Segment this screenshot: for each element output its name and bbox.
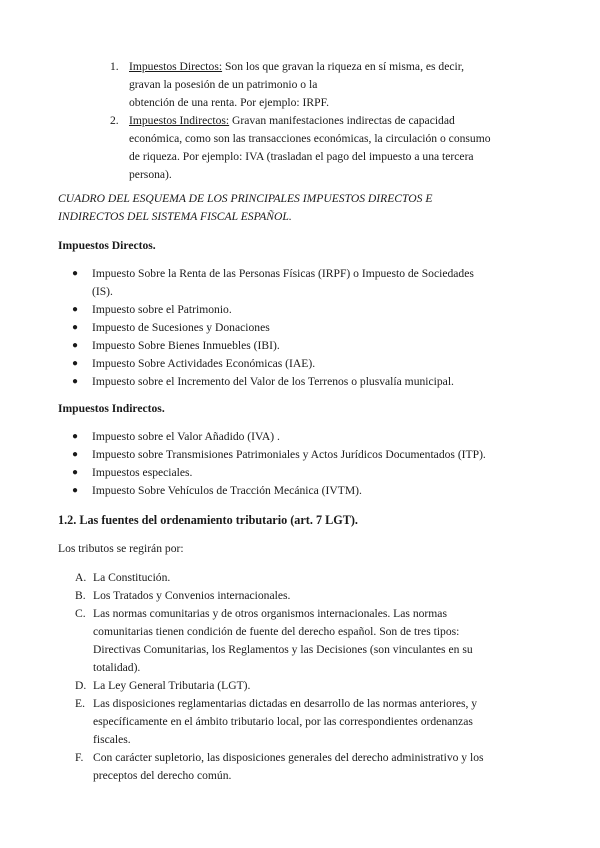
term-label: Impuestos Indirectos:: [129, 114, 230, 127]
bullet-dot-icon: ●: [72, 322, 79, 333]
indirectos-heading: Impuestos Indirectos.: [58, 402, 165, 415]
list-item: ● Impuestos especiales.: [72, 464, 552, 482]
list-item: B. Los Tratados y Convenios internacionales.: [75, 587, 545, 605]
list-item: ● Impuesto sobre el Valor Añadido (IVA) .: [72, 428, 552, 446]
list-item: ● Impuesto Sobre la Renta de las Personas Físicas (IRPF) o Impuesto de Sociedades (IS).: [72, 267, 474, 298]
bullet-dot-icon: ●: [72, 376, 79, 387]
item-letter: D.: [75, 679, 87, 692]
list-item: ● Impuesto sobre el Patrimonio.: [72, 301, 552, 319]
item-number: 2.: [110, 114, 119, 127]
term-label: Impuestos Directos:: [129, 60, 223, 73]
list-item: ● Impuesto Sobre Vehículos de Tracción Mecánica (IVTM).: [72, 482, 552, 500]
item-letter: E.: [75, 697, 85, 710]
bullet-dot-icon: ●: [72, 431, 79, 442]
item-number: 1.: [110, 60, 119, 73]
item-letter: B.: [75, 589, 86, 602]
item-letter: C.: [75, 607, 86, 620]
indirectos-list: [72, 428, 552, 500]
list-item: A. La Constitución.: [75, 569, 545, 587]
section-heading: 1.2. Las fuentes del ordenamiento tributario (art. 7 LGT).: [58, 513, 358, 527]
list-item: ● Impuesto sobre Transmisiones Patrimoniales y Actos Jurídicos Documentados (ITP).: [72, 446, 552, 464]
bullet-dot-icon: ●: [72, 485, 79, 496]
list-item: C. Las normas comunitarias y de otros organismos internacionales. Las normas comunitarias tienen condición de fuente del derecho español. Son de tres tipos: Directivas Comunitarias, los Reglamentos y las Decisiones (son vinculantes en su totalidad).: [75, 607, 473, 674]
bullet-dot-icon: ●: [72, 304, 79, 315]
list-item: E. Las disposiciones reglamentarias dictadas en desarrollo de las normas anteriores, y específicamente en el ámbito tributario local, por las correspondientes ordenanzas fiscales.: [75, 697, 478, 746]
list-item: D. La Ley General Tributaria (LGT).: [75, 677, 545, 695]
list-item: ● Impuesto de Sucesiones y Donaciones: [72, 319, 552, 337]
fuentes-list: [75, 569, 545, 785]
list-item: ● Impuesto Sobre Actividades Económicas (IAE).: [72, 355, 552, 373]
list-item: F. Con carácter supletorio, las disposiciones generales del derecho administrativo y los preceptos del derecho común.: [75, 751, 484, 782]
directos-heading: Impuestos Directos.: [58, 239, 156, 252]
directos-list: [72, 265, 552, 391]
list-item: ● Impuesto sobre el Incremento del Valor de los Terrenos o plusvalía municipal.: [72, 373, 552, 391]
bullet-dot-icon: ●: [72, 268, 79, 279]
item-letter: A.: [75, 571, 87, 584]
list-item: 1. Impuestos Directos: Son los que gravan la riqueza en sí misma, es decir, gravan la posesión de un patrimonio o la obtención de una renta. Por ejemplo: IRPF.: [110, 60, 465, 109]
item-letter: F.: [75, 751, 84, 764]
intro-text: Los tributos se regirán por:: [58, 542, 184, 555]
tax-types-list: [110, 58, 530, 184]
bullet-dot-icon: ●: [72, 358, 79, 369]
list-item: ● Impuesto Sobre Bienes Inmuebles (IBI).: [72, 337, 552, 355]
bullet-dot-icon: ●: [72, 449, 79, 460]
list-item: 2. Impuestos Indirectos: Gravan manifestaciones indirectas de capacidad económica, como son las transacciones económicas, la circulación o consumo de riqueza. Por ejemplo: IVA (trasladan el pago del impuesto a una tercera persona).: [110, 114, 491, 181]
bullet-dot-icon: ●: [72, 340, 79, 351]
cuadro-title: CUADRO DEL ESQUEMA DE LOS PRINCIPALES IMPUESTOS DIRECTOS E INDIRECTOS DEL SISTEMA FISCAL ESPAÑOL.: [58, 192, 433, 223]
bullet-dot-icon: ●: [72, 467, 79, 478]
